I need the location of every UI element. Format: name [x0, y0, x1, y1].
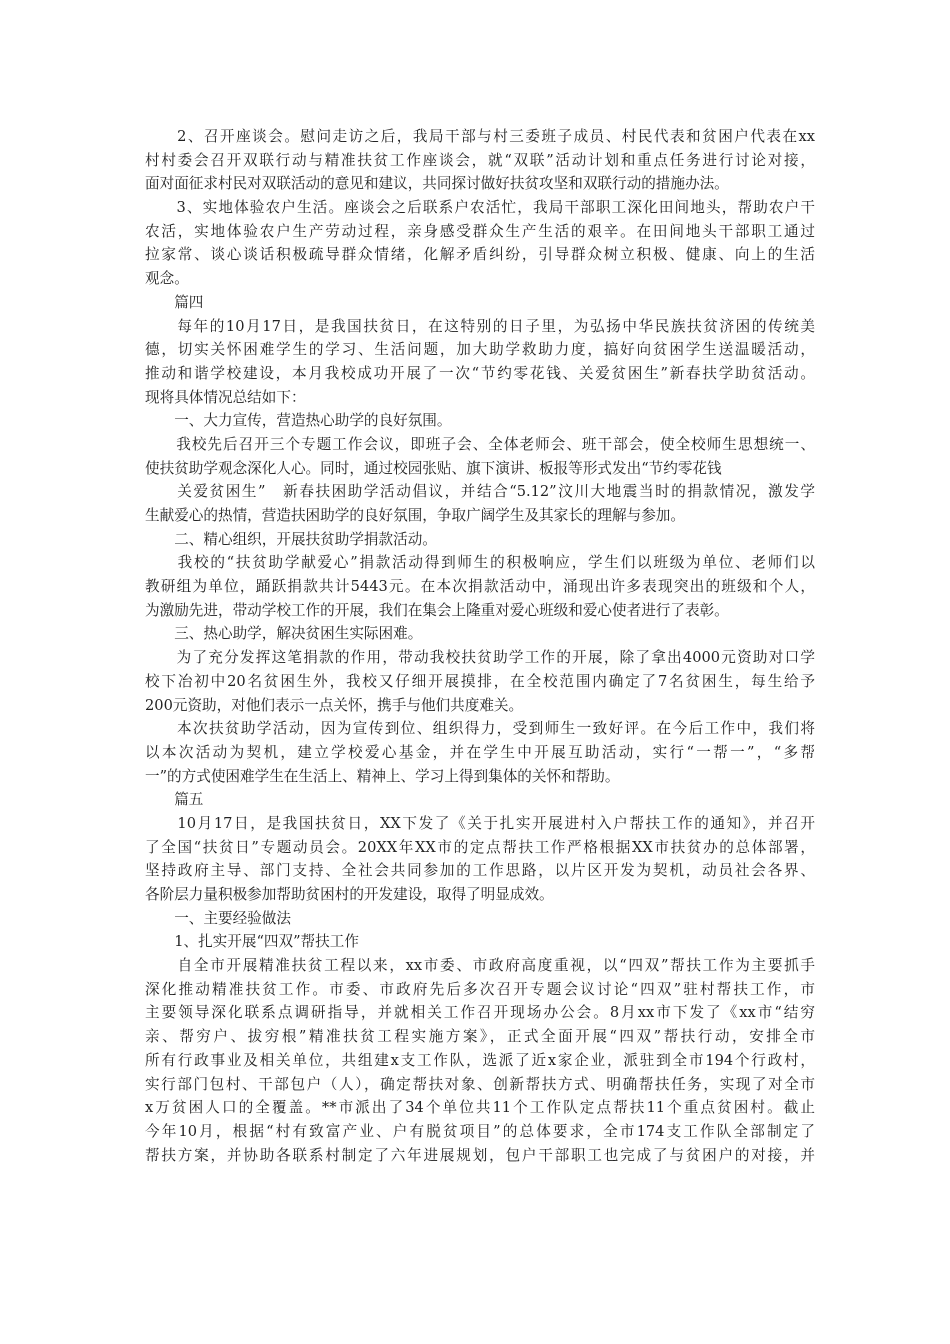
text-line: 生献爱心的热情，营造扶困助学的良好氛围，争取广阔学生及其家长的理解与参加。: [145, 507, 685, 524]
text-line: 村村委会召开双联行动与精准扶贫工作座谈会，就“双联”活动计划和重点任务进行讨论对接，: [145, 151, 815, 169]
text-line: 以本次活动为契机，建立学校爱心基金，并在学生中开展互助活动，实行“一帮一”，“多帮: [145, 743, 815, 761]
text-line: 面对面征求村民对双联活动的意见和建议，共同探讨做好扶贫攻坚和双联行动的措施办法。: [145, 175, 729, 193]
text-line: 亲、帮穷户、拔穷根”精准扶贫工程实施方案》，正式全面开展“四双”帮扶行动，安排全市: [145, 1028, 815, 1046]
text-line: 主要领导深化联系点调研指导，并就相关工作召开现场办公会。8月xx市下发了《xx市“结穷: [145, 1004, 815, 1022]
text-line: 本次扶贫助学活动，因为宣传到位、组织得力，受到师生一致好评。在今后工作中，我们将: [145, 720, 815, 738]
text-line: 我校先后召开三个专题工作会议，即班子会、全体老师会、班干部会，使全校师生思想统一、: [145, 435, 815, 453]
text-line: 坚持政府主导、部门支持、全社会共同参加的工作思路，以片区开发为契机，动员社会各界、: [145, 862, 815, 880]
text-line: 我校的“扶贫助学献爱心”捐款活动得到师生的积极响应，学生们以班级为单位、老师们以: [145, 554, 815, 572]
text-line: 200元资助，对他们表示一点关怀，携手与他们共度难关。: [145, 696, 524, 714]
text-line: 一”的方式使困难学生在生活上、精神上、学习上得到集体的关怀和帮助。: [145, 767, 620, 785]
text-line: 三、热心助学，解决贫困生实际困难。: [145, 625, 423, 643]
text-line: 关爱贫困生” 新春扶困助学活动倡议，并结合“5.12”汶川大地震当时的捐款情况，激发学: [145, 483, 815, 501]
text-line: 帮扶方案，并协助各联系村制定了六年进展规划，包户干部职工也完成了与贫困户的对接，并: [145, 1146, 815, 1164]
text-line: 2、召开座谈会。慰问走访之后，我局干部与村三委班子成员、村民代表和贫困户代表在xx: [145, 128, 815, 145]
text-line: 自全市开展精准扶贫工程以来，xx市委、市政府高度重视，以“四双”帮扶工作为主要抓手: [145, 957, 815, 975]
text-line: 德，切实关怀困难学生的学习、生活问题，加大助学救助力度，搞好向贫困学生送温暖活动，: [145, 341, 815, 359]
text-line: 为了充分发挥这笔捐款的作用，带动我校扶贫助学工作的开展，除了拿出4000元资助对口学: [145, 649, 815, 667]
text-line: 每年的10月17日，是我国扶贫日，在这特别的日子里，为弘扬中华民族扶贫济困的传统美: [145, 317, 815, 335]
text-line: 观念。: [145, 270, 189, 288]
text-line: 1、扎实开展“四双”帮扶工作: [145, 933, 359, 951]
text-line: x万贫困人口的全覆盖。**市派出了34个单位共11个工作队定点帮扶11个重点贫困村。截止: [145, 1099, 815, 1117]
text-line: 一、大力宣传，营造热心助学的良好氛围。: [145, 412, 452, 430]
document-page: [145, 125, 815, 1167]
text-line: 10月17日，是我国扶贫日，XX下发了《关于扎实开展进村入户帮扶工作的通知》，并召开: [145, 814, 815, 832]
text-line: 了全国“扶贫日”专题动员会。20XX年XX市的定点帮扶工作严格根据XX市扶贫办的总体部署，: [145, 838, 815, 856]
text-line: 一、主要经验做法: [145, 909, 291, 927]
text-line: 今年10月，根据“村有致富产业、户有脱贫项目”的总体要求，全市174支工作队全部制定了: [145, 1122, 815, 1140]
text-line: 使扶贫助学观念深化人心。同时，通过校园张贴、旗下演讲、板报等形式发出“节约零花钱: [145, 459, 722, 477]
text-line: 实行部门包村、干部包户（人），确定帮扶对象、创新帮扶方式、明确帮扶任务，实现了对全市: [145, 1075, 815, 1093]
text-line: 农活，实地体验农户生产劳动过程，亲身感受群众生产生活的艰辛。在田间地头干部职工通过: [145, 222, 815, 240]
text-line: 为激励先进，带动学校工作的开展，我们在集会上隆重对爱心班级和爱心使者进行了表彰。: [145, 601, 729, 619]
text-line: 现将具体情况总结如下：: [145, 388, 306, 406]
text-line: 各阶层力量积极参加帮助贫困村的开发建设，取得了明显成效。: [145, 886, 554, 903]
text-line: 教研组为单位，踊跃捐款共计5443元。在本次捐款活动中，涌现出许多表现突出的班级和个人，: [145, 578, 815, 596]
text-line: 所有行政事业及相关单位，共组建x支工作队，选派了近x家企业，派驻到全市194个行政村，: [145, 1051, 815, 1069]
text-line: 3、实地体验农户生活。座谈会之后联系户农活忙，我局干部职工深化田间地头，帮助农户干: [145, 199, 815, 217]
text-line: 推动和谐学校建设，本月我校成功开展了一次“节约零花钱、关爱贫困生”新春扶学助贫活动。: [145, 364, 815, 382]
text-line: 校下冶初中20名贫困生外，我校又仔细开展摸排，在全校范围内确定了7名贫困生，每生给予: [145, 672, 815, 690]
text-line: 二、精心组织，开展扶贫助学捐款活动。: [145, 530, 437, 548]
text-line: 篇四: [145, 293, 204, 311]
text-line: 深化推动精准扶贫工作。市委、市政府先后多次召开专题会议讨论“四双”驻村帮扶工作，市: [145, 980, 815, 998]
text-line: 拉家常、谈心谈话积极疏导群众情绪，化解矛盾纠纷，引导群众树立积极、健康、向上的生活: [145, 246, 815, 264]
text-line: 篇五: [145, 791, 204, 809]
